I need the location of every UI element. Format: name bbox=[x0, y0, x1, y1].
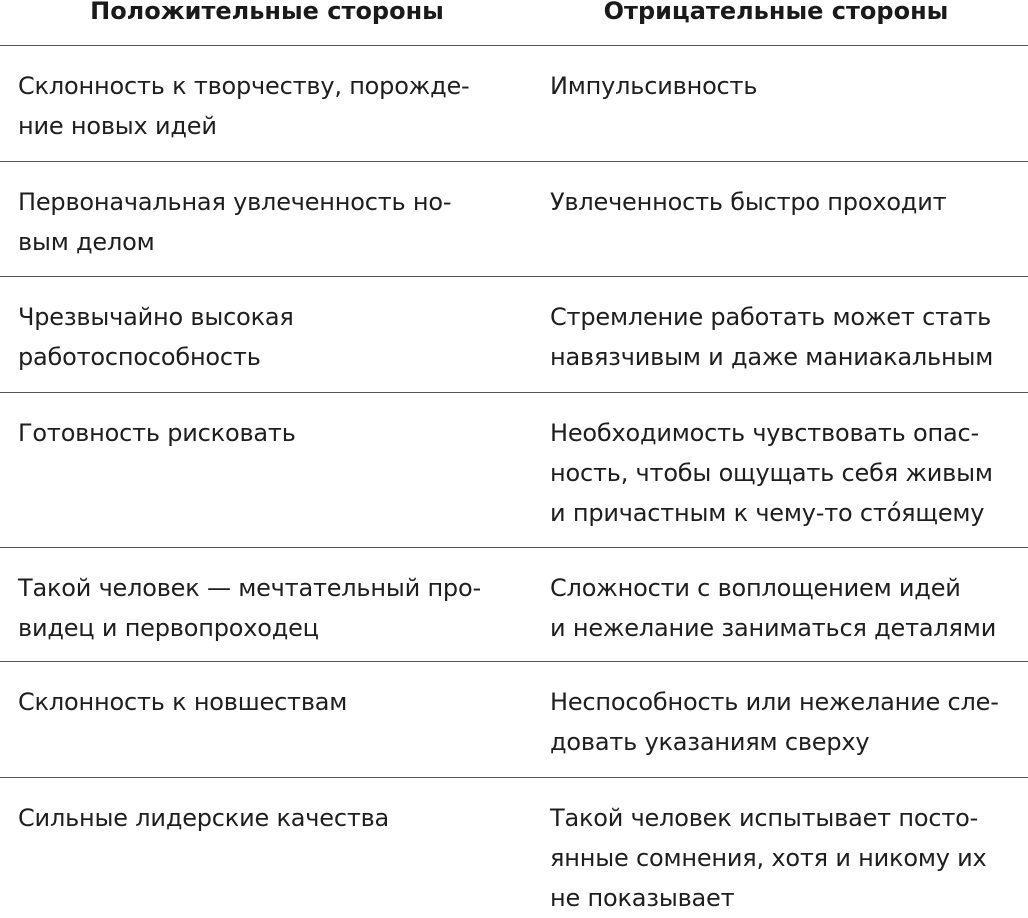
negative-cell: Импульсивность bbox=[550, 72, 758, 100]
table-row bbox=[0, 548, 1028, 662]
table-row bbox=[0, 162, 1028, 277]
positive-cell: Сильные лидерские качества bbox=[18, 804, 390, 832]
positive-column-header: Положительные стороны bbox=[90, 0, 444, 25]
table-row bbox=[0, 662, 1028, 778]
positive-cell: Склонность к новшествам bbox=[18, 688, 348, 716]
table-header bbox=[0, 0, 1028, 46]
negative-cell: Необходимость чувствовать опас- ность, чтобы ощущать себя живым и причастным к чему-то сто́ящему bbox=[550, 419, 993, 527]
positive-cell: Готовность рисковать bbox=[18, 419, 296, 447]
table-row bbox=[0, 393, 1028, 548]
negative-cell: Сложности с воплощением идей и нежелание заниматься деталями bbox=[550, 574, 997, 642]
table-row bbox=[0, 778, 1028, 912]
negative-column-header: Отрицательные стороны bbox=[603, 0, 949, 25]
positive-cell: Такой человек — мечтательный про- видец и первопроходец bbox=[18, 574, 481, 642]
positive-cell: Чрезвычайно высокая работоспособность bbox=[18, 303, 294, 371]
positive-cell: Первоначальная увлеченность но- вым делом bbox=[18, 188, 452, 256]
table-row bbox=[0, 46, 1028, 162]
negative-cell: Неспособность или нежелание сле- довать указаниям сверху bbox=[550, 688, 999, 756]
negative-cell: Увлеченность быстро проходит bbox=[550, 188, 947, 216]
table-row bbox=[0, 277, 1028, 393]
positive-cell: Склонность к творчеству, порожде- ние новых идей bbox=[18, 72, 470, 140]
negative-cell: Стремление работать может стать навязчивым и даже маниакальным bbox=[550, 303, 994, 371]
negative-cell: Такой человек испытывает посто- янные сомнения, хотя и никому их не показывает bbox=[550, 804, 987, 912]
